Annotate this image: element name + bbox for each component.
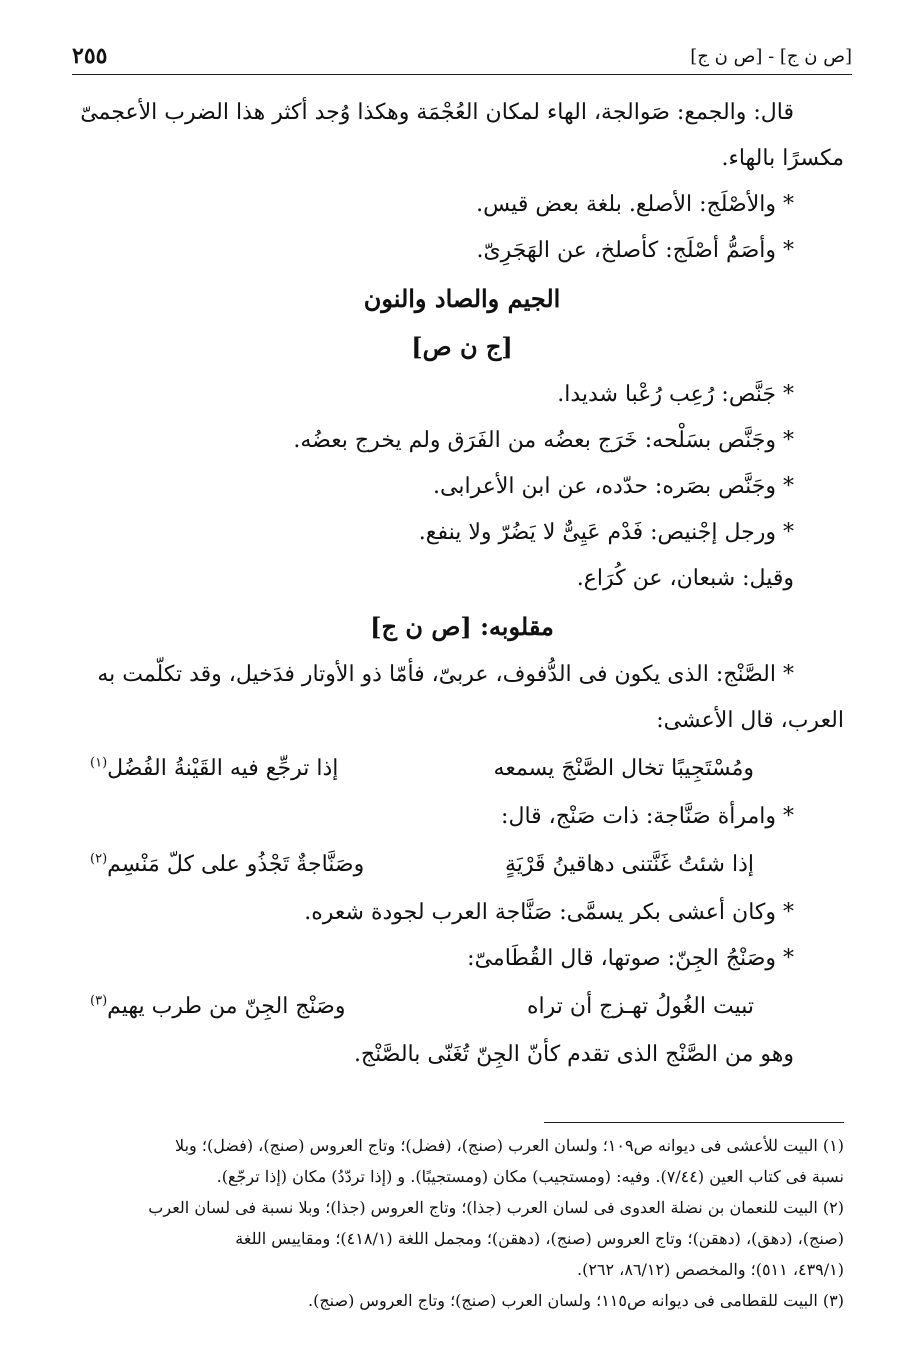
entry-line: * جَنَّص: رُعِب رُعْبا شديدا. xyxy=(557,382,794,407)
verse-hemistich-right: تبيت الغُولُ تهـزج أن تراه xyxy=(527,994,754,1019)
entry-line: * وامرأة صَنَّاجة: ذات صَنْج، قال: xyxy=(501,804,794,829)
footnote-marker: (١) xyxy=(90,755,108,771)
hemistich-text: إذا ترجِّع فيه القَيْنةُ الفُضُل xyxy=(107,756,339,781)
footnote-line: (٣) البيت للقطامى فى ديوانه ص١١٥؛ ولسان العرب (صنج)؛ وتاج العروس (صنج). xyxy=(308,1291,844,1310)
section-heading: الجيم والصاد والنون xyxy=(363,284,561,313)
hemistich-text: وصَنْج الجِنّ من طرب يهيم xyxy=(107,994,346,1019)
maqlub-heading: مقلوبه: [ص ن ج] xyxy=(370,612,554,641)
verse-1 xyxy=(80,744,844,794)
entry-line: * والأصْلَج: الأصلع. بلغة بعض قيس. xyxy=(476,192,794,217)
entry-line: * وكان أعشى بكر يسمَّى: صَنَّاجة العرب لجودة شعره. xyxy=(304,900,794,925)
footnote-line: (٢) البيت للنعمان بن نضلة العدوى فى لسان العرب (جذا)؛ وتاج العروس (جذا)؛ وبلا نسبة فى لسان العرب xyxy=(148,1198,844,1217)
root-heading: [ج ن ص] xyxy=(411,332,513,361)
entry-line: * وجَنَّص بصَره: حدّده، عن ابن الأعرابى. xyxy=(433,474,794,499)
verse-hemistich-left xyxy=(90,744,338,794)
verse-hemistich-left xyxy=(90,840,364,890)
entry-line: * ورجل إجْنيص: فَدْم عَيِىٌّ لا يَضُرّ ولا ينفع. xyxy=(418,520,794,545)
verse-3 xyxy=(80,982,844,1032)
entry-line: * وجَنَّص بسَلْحه: خَرَج بعضُه من الفَرَق ولم يخرج بعضُه. xyxy=(293,428,794,453)
entry-line: وقيل: شبعان، عن كُرَاع. xyxy=(576,566,794,591)
footnote-divider xyxy=(544,1122,844,1123)
text-line: العرب، قال الأعشى: xyxy=(656,708,844,733)
text-line: وهو من الصَّنْج الذى تقدم كأنّ الجِنّ تُغَنّى بالصَّنْج. xyxy=(353,1042,794,1067)
page-number: ٢٥٥ xyxy=(72,43,108,69)
footnote-marker: (٢) xyxy=(90,851,108,867)
entry-line: * وأصَمُّ أصْلَج: كأصلخ، عن الهَجَرِىّ. xyxy=(476,238,794,263)
verse-hemistich-right: ومُسْتَجِيبًا تخال الصَّنْجَ يسمعه xyxy=(493,756,754,781)
footnote-marker: (٣) xyxy=(90,993,108,1009)
text-line: قال: والجمع: صَوالجة، الهاء لمكان العُجْمَة وهكذا وُجد أكثر هذا الضرب الأعجمىّ xyxy=(80,100,794,125)
footnote-line: (١) البيت للأعشى فى ديوانه ص١٠٩؛ ولسان العرب (صنج)، (فضل)؛ وتاج العروس (صنج)، (فضل)؛ وبلا xyxy=(175,1136,844,1155)
main-text xyxy=(80,90,844,1078)
footnote-line: نسبة فى كتاب العين (٧/٤٤). وفيه: (ومستجيب) مكان (ومستجيبًا). و (إذا تردّدُ) مكان (إذا ترجّع). xyxy=(216,1167,844,1186)
text-line: مكسرًا بالهاء. xyxy=(721,146,844,171)
footnotes xyxy=(80,1130,844,1316)
entry-line: * الصَّنْج: الذى يكون فى الدُّفوف، عربىّ، فأمّا ذو الأوتار فدَخيل، وقد تكلّمت به xyxy=(97,662,794,687)
footnote-line: (٤٣٩/١، ٥١١)؛ والمخصص (٨٦/١٢، ٢٦٢). xyxy=(576,1260,844,1279)
entry-line: * وصَنْجُ الجِنّ: صوتها، قال القُطَامىّ: xyxy=(467,946,794,971)
verse-hemistich-left xyxy=(90,982,345,1032)
hemistich-text: وصَنَّاجةٌ تَجْذُو على كلّ مَنْسِم xyxy=(107,852,365,877)
verse-2 xyxy=(80,840,844,890)
header-title: [ص ن ج] - [ص ن ج] xyxy=(690,45,852,67)
verse-hemistich-right: إذا شئتُ غَنَّتنى دهاقينُ قَرْيَةٍ xyxy=(504,852,754,877)
running-header xyxy=(72,38,852,75)
footnote-line: (صنج)، (دهق)، (دهقن)؛ وتاج العروس (صنج)، (دهقن)؛ ومجمل اللغة (٤١٨/١)؛ ومقاييس اللغة xyxy=(235,1229,844,1248)
